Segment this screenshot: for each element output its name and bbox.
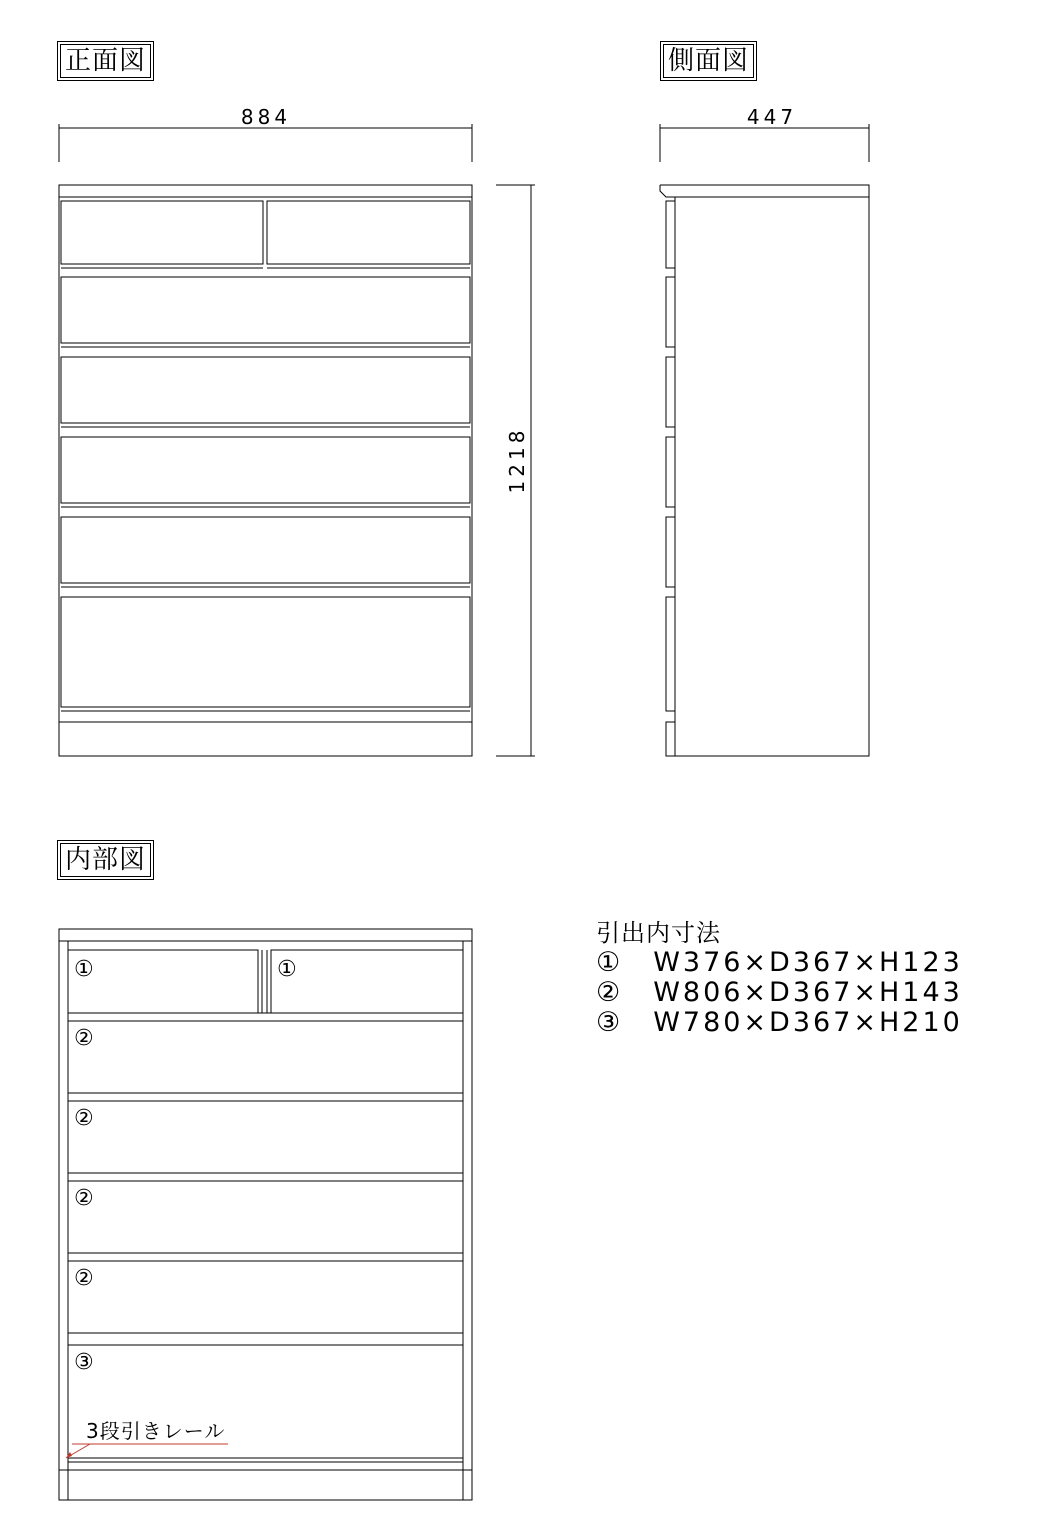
interior-label: ③ bbox=[74, 1350, 94, 1375]
front-top-board bbox=[59, 185, 472, 197]
interior-box-wide-3 bbox=[68, 1181, 463, 1253]
interior-label: ① bbox=[277, 957, 297, 982]
front-drawer-wide-2 bbox=[61, 357, 470, 423]
inner-dimension-row: ② W806×D367×H143 bbox=[596, 977, 963, 1008]
width-dimension-label: 884 bbox=[240, 105, 292, 129]
front-view bbox=[59, 124, 535, 756]
inner-dimensions-heading: 引出内寸法 bbox=[596, 919, 721, 947]
front-drawer-small-right bbox=[267, 201, 470, 264]
front-drawer-large bbox=[61, 597, 470, 707]
width-dimension-line bbox=[59, 124, 472, 162]
interior-box-wide-2 bbox=[68, 1101, 463, 1173]
side-view-title: 側面図 bbox=[663, 44, 754, 78]
depth-dimension-label: 447 bbox=[746, 105, 798, 129]
front-drawer-wide-4 bbox=[61, 517, 470, 583]
interior-box-wide-4 bbox=[68, 1261, 463, 1333]
front-carcass bbox=[59, 197, 472, 756]
rail-leader bbox=[66, 1444, 228, 1458]
front-drawer-wide-1 bbox=[61, 277, 470, 343]
interior-label: ② bbox=[74, 1266, 94, 1291]
interior-label: ② bbox=[74, 1186, 94, 1211]
front-drawer-small-left bbox=[61, 201, 263, 264]
interior-label: ② bbox=[74, 1026, 94, 1051]
inner-dimensions-block bbox=[596, 918, 963, 1038]
front-drawer-wide-3 bbox=[61, 437, 470, 503]
interior-box-small-right bbox=[271, 950, 463, 1013]
front-view-title: 正面図 bbox=[60, 44, 151, 78]
interior-view bbox=[59, 929, 472, 1500]
depth-dimension-line bbox=[660, 124, 869, 162]
inner-dimension-row: ③ W780×D367×H210 bbox=[596, 1007, 963, 1038]
rail-note: 3段引きレール bbox=[86, 1419, 226, 1443]
interior-top-board bbox=[59, 929, 472, 941]
interior-box-small-left bbox=[68, 950, 258, 1013]
interior-label: ① bbox=[74, 957, 94, 982]
interior-view-title: 内部図 bbox=[60, 843, 151, 877]
inner-dimension-row: ① W376×D367×H123 bbox=[596, 947, 963, 978]
side-view bbox=[660, 124, 869, 756]
side-carcass bbox=[675, 197, 869, 756]
interior-carcass bbox=[59, 941, 472, 1500]
height-dimension-label: 1218 bbox=[505, 426, 529, 494]
interior-box-wide-1 bbox=[68, 1021, 463, 1093]
interior-label: ② bbox=[74, 1106, 94, 1131]
